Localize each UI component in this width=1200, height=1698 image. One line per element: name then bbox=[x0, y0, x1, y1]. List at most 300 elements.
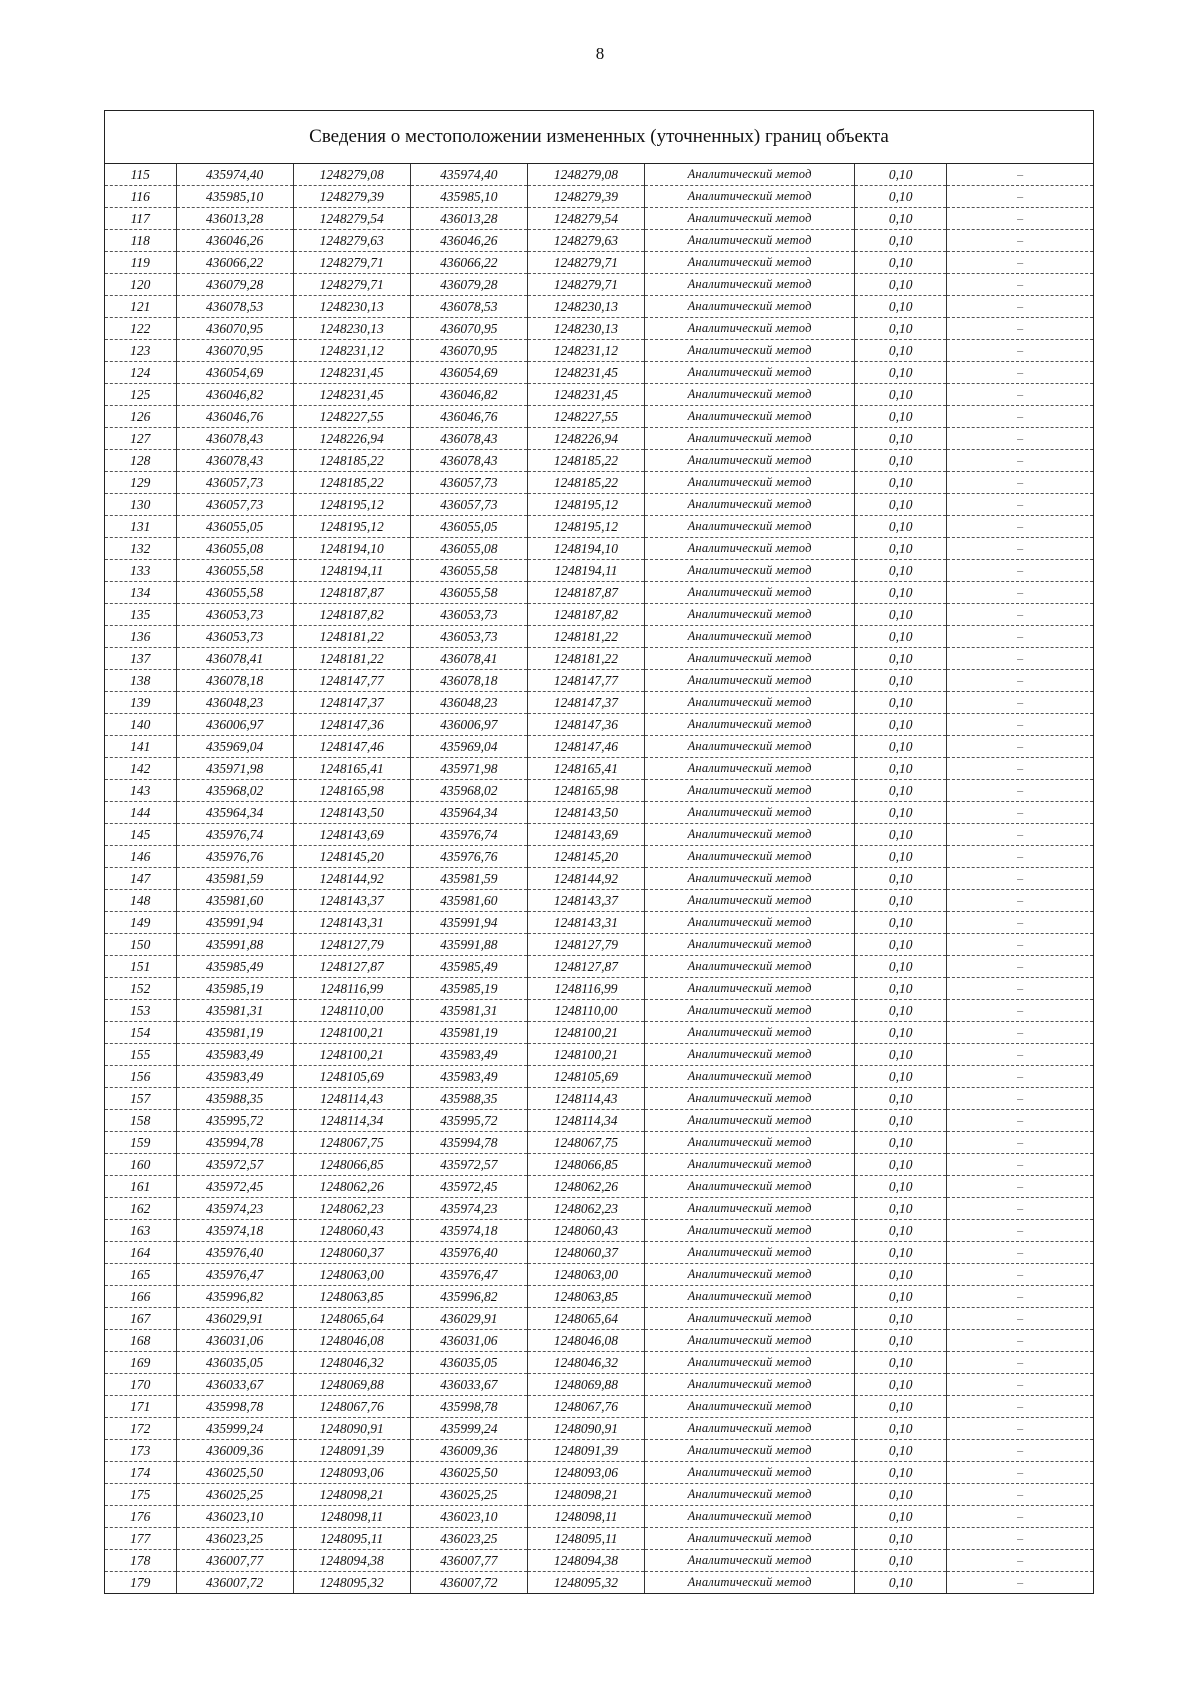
x-existing-cell: 435976,40 bbox=[176, 1242, 293, 1264]
y-new-cell: 1248185,22 bbox=[527, 450, 644, 472]
y-existing-cell: 1248231,45 bbox=[293, 384, 410, 406]
note-cell: – bbox=[947, 1198, 1093, 1220]
note-cell: – bbox=[947, 472, 1093, 494]
note-cell: – bbox=[947, 1352, 1093, 1374]
note-cell: – bbox=[947, 1220, 1093, 1242]
note-cell: – bbox=[947, 626, 1093, 648]
note-cell: – bbox=[947, 538, 1093, 560]
table-row bbox=[105, 714, 1093, 736]
method-cell: Аналитический метод bbox=[645, 758, 855, 780]
y-new-cell: 1248116,99 bbox=[527, 978, 644, 1000]
x-existing-cell: 436053,73 bbox=[176, 604, 293, 626]
y-existing-cell: 1248046,08 bbox=[293, 1330, 410, 1352]
table-body bbox=[105, 164, 1093, 1593]
note-cell: – bbox=[947, 868, 1093, 890]
point-number-cell: 146 bbox=[105, 846, 176, 868]
y-existing-cell: 1248095,11 bbox=[293, 1528, 410, 1550]
accuracy-cell: 0,10 bbox=[855, 1110, 947, 1132]
x-existing-cell: 436006,97 bbox=[176, 714, 293, 736]
accuracy-cell: 0,10 bbox=[855, 1418, 947, 1440]
y-new-cell: 1248067,76 bbox=[527, 1396, 644, 1418]
x-new-cell: 435981,31 bbox=[410, 1000, 527, 1022]
y-new-cell: 1248098,11 bbox=[527, 1506, 644, 1528]
method-cell: Аналитический метод bbox=[645, 824, 855, 846]
x-new-cell: 436078,53 bbox=[410, 296, 527, 318]
note-cell: – bbox=[947, 1264, 1093, 1286]
note-cell: – bbox=[947, 164, 1093, 186]
y-existing-cell: 1248046,32 bbox=[293, 1352, 410, 1374]
y-existing-cell: 1248185,22 bbox=[293, 450, 410, 472]
method-cell: Аналитический метод bbox=[645, 296, 855, 318]
method-cell: Аналитический метод bbox=[645, 1066, 855, 1088]
y-existing-cell: 1248060,43 bbox=[293, 1220, 410, 1242]
x-existing-cell: 435971,98 bbox=[176, 758, 293, 780]
x-existing-cell: 435998,78 bbox=[176, 1396, 293, 1418]
x-new-cell: 436078,41 bbox=[410, 648, 527, 670]
accuracy-cell: 0,10 bbox=[855, 1154, 947, 1176]
accuracy-cell: 0,10 bbox=[855, 1286, 947, 1308]
y-existing-cell: 1248063,85 bbox=[293, 1286, 410, 1308]
y-existing-cell: 1248094,38 bbox=[293, 1550, 410, 1572]
point-number-cell: 154 bbox=[105, 1022, 176, 1044]
x-new-cell: 435972,57 bbox=[410, 1154, 527, 1176]
method-cell: Аналитический метод bbox=[645, 604, 855, 626]
x-new-cell: 436070,95 bbox=[410, 340, 527, 362]
x-new-cell: 436029,91 bbox=[410, 1308, 527, 1330]
accuracy-cell: 0,10 bbox=[855, 1264, 947, 1286]
y-existing-cell: 1248062,26 bbox=[293, 1176, 410, 1198]
x-new-cell: 436031,06 bbox=[410, 1330, 527, 1352]
point-number-cell: 158 bbox=[105, 1110, 176, 1132]
point-number-cell: 143 bbox=[105, 780, 176, 802]
point-number-cell: 150 bbox=[105, 934, 176, 956]
y-new-cell: 1248046,08 bbox=[527, 1330, 644, 1352]
point-number-cell: 179 bbox=[105, 1572, 176, 1594]
method-cell: Аналитический метод bbox=[645, 1022, 855, 1044]
x-existing-cell: 435981,31 bbox=[176, 1000, 293, 1022]
x-new-cell: 436079,28 bbox=[410, 274, 527, 296]
method-cell: Аналитический метод bbox=[645, 1440, 855, 1462]
note-cell: – bbox=[947, 1462, 1093, 1484]
x-existing-cell: 435969,04 bbox=[176, 736, 293, 758]
accuracy-cell: 0,10 bbox=[855, 1022, 947, 1044]
table-row bbox=[105, 450, 1093, 472]
y-new-cell: 1248147,77 bbox=[527, 670, 644, 692]
y-existing-cell: 1248098,21 bbox=[293, 1484, 410, 1506]
table-row bbox=[105, 890, 1093, 912]
method-cell: Аналитический метод bbox=[645, 560, 855, 582]
x-new-cell: 436055,05 bbox=[410, 516, 527, 538]
y-existing-cell: 1248143,31 bbox=[293, 912, 410, 934]
point-number-cell: 176 bbox=[105, 1506, 176, 1528]
y-existing-cell: 1248144,92 bbox=[293, 868, 410, 890]
table-row bbox=[105, 1374, 1093, 1396]
point-number-cell: 157 bbox=[105, 1088, 176, 1110]
table-row bbox=[105, 956, 1093, 978]
x-new-cell: 435971,98 bbox=[410, 758, 527, 780]
point-number-cell: 139 bbox=[105, 692, 176, 714]
table-row bbox=[105, 208, 1093, 230]
method-cell: Аналитический метод bbox=[645, 1000, 855, 1022]
method-cell: Аналитический метод bbox=[645, 1110, 855, 1132]
accuracy-cell: 0,10 bbox=[855, 736, 947, 758]
note-cell: – bbox=[947, 1110, 1093, 1132]
table-row bbox=[105, 1066, 1093, 1088]
x-existing-cell: 436079,28 bbox=[176, 274, 293, 296]
table-row bbox=[105, 1022, 1093, 1044]
accuracy-cell: 0,10 bbox=[855, 208, 947, 230]
note-cell: – bbox=[947, 1374, 1093, 1396]
accuracy-cell: 0,10 bbox=[855, 340, 947, 362]
note-cell: – bbox=[947, 1022, 1093, 1044]
x-new-cell: 435994,78 bbox=[410, 1132, 527, 1154]
x-existing-cell: 435985,10 bbox=[176, 186, 293, 208]
method-cell: Аналитический метод bbox=[645, 1242, 855, 1264]
point-number-cell: 159 bbox=[105, 1132, 176, 1154]
x-existing-cell: 435983,49 bbox=[176, 1044, 293, 1066]
method-cell: Аналитический метод bbox=[645, 780, 855, 802]
x-existing-cell: 435981,60 bbox=[176, 890, 293, 912]
x-existing-cell: 435985,19 bbox=[176, 978, 293, 1000]
method-cell: Аналитический метод bbox=[645, 912, 855, 934]
note-cell: – bbox=[947, 1528, 1093, 1550]
point-number-cell: 140 bbox=[105, 714, 176, 736]
x-new-cell: 436023,25 bbox=[410, 1528, 527, 1550]
point-number-cell: 164 bbox=[105, 1242, 176, 1264]
note-cell: – bbox=[947, 1484, 1093, 1506]
x-new-cell: 436066,22 bbox=[410, 252, 527, 274]
table-row bbox=[105, 934, 1093, 956]
y-existing-cell: 1248127,87 bbox=[293, 956, 410, 978]
point-number-cell: 153 bbox=[105, 1000, 176, 1022]
y-existing-cell: 1248165,98 bbox=[293, 780, 410, 802]
note-cell: – bbox=[947, 1418, 1093, 1440]
accuracy-cell: 0,10 bbox=[855, 538, 947, 560]
x-existing-cell: 436055,05 bbox=[176, 516, 293, 538]
y-new-cell: 1248231,45 bbox=[527, 362, 644, 384]
accuracy-cell: 0,10 bbox=[855, 274, 947, 296]
table-row bbox=[105, 362, 1093, 384]
note-cell: – bbox=[947, 802, 1093, 824]
accuracy-cell: 0,10 bbox=[855, 670, 947, 692]
table-row bbox=[105, 274, 1093, 296]
method-cell: Аналитический метод bbox=[645, 1528, 855, 1550]
boundary-table-frame bbox=[104, 110, 1094, 1594]
point-number-cell: 145 bbox=[105, 824, 176, 846]
y-existing-cell: 1248060,37 bbox=[293, 1242, 410, 1264]
point-number-cell: 129 bbox=[105, 472, 176, 494]
y-existing-cell: 1248143,50 bbox=[293, 802, 410, 824]
note-cell: – bbox=[947, 1286, 1093, 1308]
x-existing-cell: 435991,94 bbox=[176, 912, 293, 934]
x-existing-cell: 436055,08 bbox=[176, 538, 293, 560]
method-cell: Аналитический метод bbox=[645, 714, 855, 736]
x-new-cell: 436007,72 bbox=[410, 1572, 527, 1594]
note-cell: – bbox=[947, 1440, 1093, 1462]
note-cell: – bbox=[947, 252, 1093, 274]
method-cell: Аналитический метод bbox=[645, 362, 855, 384]
x-new-cell: 435983,49 bbox=[410, 1044, 527, 1066]
x-existing-cell: 436029,91 bbox=[176, 1308, 293, 1330]
y-new-cell: 1248063,00 bbox=[527, 1264, 644, 1286]
x-existing-cell: 435976,74 bbox=[176, 824, 293, 846]
method-cell: Аналитический метод bbox=[645, 692, 855, 714]
point-number-cell: 172 bbox=[105, 1418, 176, 1440]
x-new-cell: 436057,73 bbox=[410, 472, 527, 494]
accuracy-cell: 0,10 bbox=[855, 1572, 947, 1594]
point-number-cell: 178 bbox=[105, 1550, 176, 1572]
x-new-cell: 435981,60 bbox=[410, 890, 527, 912]
accuracy-cell: 0,10 bbox=[855, 450, 947, 472]
x-new-cell: 436055,58 bbox=[410, 560, 527, 582]
point-number-cell: 165 bbox=[105, 1264, 176, 1286]
x-new-cell: 435976,76 bbox=[410, 846, 527, 868]
point-number-cell: 118 bbox=[105, 230, 176, 252]
note-cell: – bbox=[947, 956, 1093, 978]
y-existing-cell: 1248194,11 bbox=[293, 560, 410, 582]
x-existing-cell: 436009,36 bbox=[176, 1440, 293, 1462]
x-new-cell: 435983,49 bbox=[410, 1066, 527, 1088]
x-new-cell: 436048,23 bbox=[410, 692, 527, 714]
y-existing-cell: 1248067,75 bbox=[293, 1132, 410, 1154]
point-number-cell: 144 bbox=[105, 802, 176, 824]
accuracy-cell: 0,10 bbox=[855, 912, 947, 934]
note-cell: – bbox=[947, 934, 1093, 956]
x-existing-cell: 435974,18 bbox=[176, 1220, 293, 1242]
note-cell: – bbox=[947, 1550, 1093, 1572]
table-row bbox=[105, 406, 1093, 428]
method-cell: Аналитический метод bbox=[645, 1154, 855, 1176]
table-row bbox=[105, 1198, 1093, 1220]
x-new-cell: 436009,36 bbox=[410, 1440, 527, 1462]
x-existing-cell: 436055,58 bbox=[176, 560, 293, 582]
method-cell: Аналитический метод bbox=[645, 1484, 855, 1506]
table-row bbox=[105, 824, 1093, 846]
x-new-cell: 435985,19 bbox=[410, 978, 527, 1000]
x-new-cell: 436057,73 bbox=[410, 494, 527, 516]
x-new-cell: 436055,58 bbox=[410, 582, 527, 604]
note-cell: – bbox=[947, 274, 1093, 296]
x-new-cell: 436035,05 bbox=[410, 1352, 527, 1374]
accuracy-cell: 0,10 bbox=[855, 1176, 947, 1198]
accuracy-cell: 0,10 bbox=[855, 1330, 947, 1352]
y-existing-cell: 1248147,37 bbox=[293, 692, 410, 714]
method-cell: Аналитический метод bbox=[645, 802, 855, 824]
y-existing-cell: 1248147,77 bbox=[293, 670, 410, 692]
y-new-cell: 1248194,10 bbox=[527, 538, 644, 560]
note-cell: – bbox=[947, 648, 1093, 670]
x-existing-cell: 436066,22 bbox=[176, 252, 293, 274]
note-cell: – bbox=[947, 208, 1093, 230]
table-row bbox=[105, 230, 1093, 252]
method-cell: Аналитический метод bbox=[645, 846, 855, 868]
y-new-cell: 1248187,82 bbox=[527, 604, 644, 626]
note-cell: – bbox=[947, 1000, 1093, 1022]
y-existing-cell: 1248187,87 bbox=[293, 582, 410, 604]
method-cell: Аналитический метод bbox=[645, 1550, 855, 1572]
x-existing-cell: 436048,23 bbox=[176, 692, 293, 714]
accuracy-cell: 0,10 bbox=[855, 758, 947, 780]
accuracy-cell: 0,10 bbox=[855, 846, 947, 868]
y-existing-cell: 1248067,76 bbox=[293, 1396, 410, 1418]
method-cell: Аналитический метод bbox=[645, 428, 855, 450]
point-number-cell: 119 bbox=[105, 252, 176, 274]
x-existing-cell: 436007,77 bbox=[176, 1550, 293, 1572]
table-row bbox=[105, 1110, 1093, 1132]
method-cell: Аналитический метод bbox=[645, 1374, 855, 1396]
accuracy-cell: 0,10 bbox=[855, 1352, 947, 1374]
table-row bbox=[105, 868, 1093, 890]
table-row bbox=[105, 428, 1093, 450]
point-number-cell: 156 bbox=[105, 1066, 176, 1088]
x-existing-cell: 436046,76 bbox=[176, 406, 293, 428]
table-row bbox=[105, 1440, 1093, 1462]
method-cell: Аналитический метод bbox=[645, 582, 855, 604]
accuracy-cell: 0,10 bbox=[855, 384, 947, 406]
note-cell: – bbox=[947, 692, 1093, 714]
method-cell: Аналитический метод bbox=[645, 1462, 855, 1484]
point-number-cell: 160 bbox=[105, 1154, 176, 1176]
note-cell: – bbox=[947, 340, 1093, 362]
table-row bbox=[105, 1396, 1093, 1418]
y-existing-cell: 1248181,22 bbox=[293, 626, 410, 648]
method-cell: Аналитический метод bbox=[645, 736, 855, 758]
x-existing-cell: 436055,58 bbox=[176, 582, 293, 604]
point-number-cell: 173 bbox=[105, 1440, 176, 1462]
table-row bbox=[105, 384, 1093, 406]
x-existing-cell: 435999,24 bbox=[176, 1418, 293, 1440]
table-row bbox=[105, 560, 1093, 582]
method-cell: Аналитический метод bbox=[645, 1176, 855, 1198]
note-cell: – bbox=[947, 318, 1093, 340]
y-existing-cell: 1248279,08 bbox=[293, 164, 410, 186]
accuracy-cell: 0,10 bbox=[855, 582, 947, 604]
x-existing-cell: 436046,82 bbox=[176, 384, 293, 406]
table-row bbox=[105, 1484, 1093, 1506]
note-cell: – bbox=[947, 1308, 1093, 1330]
x-new-cell: 436055,08 bbox=[410, 538, 527, 560]
y-new-cell: 1248062,26 bbox=[527, 1176, 644, 1198]
y-existing-cell: 1248143,37 bbox=[293, 890, 410, 912]
accuracy-cell: 0,10 bbox=[855, 1044, 947, 1066]
x-existing-cell: 435972,45 bbox=[176, 1176, 293, 1198]
y-existing-cell: 1248194,10 bbox=[293, 538, 410, 560]
accuracy-cell: 0,10 bbox=[855, 1506, 947, 1528]
x-new-cell: 436023,10 bbox=[410, 1506, 527, 1528]
y-new-cell: 1248127,79 bbox=[527, 934, 644, 956]
point-number-cell: 170 bbox=[105, 1374, 176, 1396]
method-cell: Аналитический метод bbox=[645, 934, 855, 956]
note-cell: – bbox=[947, 1176, 1093, 1198]
table-row bbox=[105, 1220, 1093, 1242]
y-new-cell: 1248165,98 bbox=[527, 780, 644, 802]
x-new-cell: 436025,25 bbox=[410, 1484, 527, 1506]
point-number-cell: 133 bbox=[105, 560, 176, 582]
x-existing-cell: 435996,82 bbox=[176, 1286, 293, 1308]
x-new-cell: 435991,94 bbox=[410, 912, 527, 934]
y-new-cell: 1248187,87 bbox=[527, 582, 644, 604]
point-number-cell: 162 bbox=[105, 1198, 176, 1220]
method-cell: Аналитический метод bbox=[645, 406, 855, 428]
note-cell: – bbox=[947, 604, 1093, 626]
table-row bbox=[105, 1132, 1093, 1154]
y-new-cell: 1248098,21 bbox=[527, 1484, 644, 1506]
accuracy-cell: 0,10 bbox=[855, 824, 947, 846]
note-cell: – bbox=[947, 1154, 1093, 1176]
x-existing-cell: 435983,49 bbox=[176, 1066, 293, 1088]
y-new-cell: 1248279,71 bbox=[527, 274, 644, 296]
accuracy-cell: 0,10 bbox=[855, 1528, 947, 1550]
x-new-cell: 435981,59 bbox=[410, 868, 527, 890]
x-new-cell: 435968,02 bbox=[410, 780, 527, 802]
y-existing-cell: 1248279,71 bbox=[293, 274, 410, 296]
table-row bbox=[105, 1286, 1093, 1308]
accuracy-cell: 0,10 bbox=[855, 1132, 947, 1154]
table-row bbox=[105, 846, 1093, 868]
point-number-cell: 174 bbox=[105, 1462, 176, 1484]
y-new-cell: 1248143,69 bbox=[527, 824, 644, 846]
note-cell: – bbox=[947, 1066, 1093, 1088]
point-number-cell: 137 bbox=[105, 648, 176, 670]
y-existing-cell: 1248100,21 bbox=[293, 1022, 410, 1044]
x-new-cell: 435976,74 bbox=[410, 824, 527, 846]
accuracy-cell: 0,10 bbox=[855, 230, 947, 252]
y-new-cell: 1248165,41 bbox=[527, 758, 644, 780]
y-new-cell: 1248046,32 bbox=[527, 1352, 644, 1374]
note-cell: – bbox=[947, 560, 1093, 582]
x-new-cell: 435985,10 bbox=[410, 186, 527, 208]
note-cell: – bbox=[947, 736, 1093, 758]
y-existing-cell: 1248145,20 bbox=[293, 846, 410, 868]
x-existing-cell: 436057,73 bbox=[176, 472, 293, 494]
note-cell: – bbox=[947, 846, 1093, 868]
y-new-cell: 1248195,12 bbox=[527, 494, 644, 516]
note-cell: – bbox=[947, 450, 1093, 472]
table-row bbox=[105, 1264, 1093, 1286]
coordinates-table bbox=[105, 164, 1093, 1593]
accuracy-cell: 0,10 bbox=[855, 252, 947, 274]
x-existing-cell: 436023,10 bbox=[176, 1506, 293, 1528]
point-number-cell: 134 bbox=[105, 582, 176, 604]
x-existing-cell: 435972,57 bbox=[176, 1154, 293, 1176]
accuracy-cell: 0,10 bbox=[855, 1308, 947, 1330]
x-existing-cell: 435981,19 bbox=[176, 1022, 293, 1044]
point-number-cell: 127 bbox=[105, 428, 176, 450]
note-cell: – bbox=[947, 978, 1093, 1000]
note-cell: – bbox=[947, 494, 1093, 516]
table-row bbox=[105, 582, 1093, 604]
table-row bbox=[105, 1088, 1093, 1110]
x-existing-cell: 436013,28 bbox=[176, 208, 293, 230]
y-new-cell: 1248095,32 bbox=[527, 1572, 644, 1594]
point-number-cell: 142 bbox=[105, 758, 176, 780]
y-new-cell: 1248195,12 bbox=[527, 516, 644, 538]
table-row bbox=[105, 802, 1093, 824]
point-number-cell: 166 bbox=[105, 1286, 176, 1308]
x-existing-cell: 435985,49 bbox=[176, 956, 293, 978]
page-number: 8 bbox=[595, 44, 605, 63]
table-row bbox=[105, 736, 1093, 758]
y-new-cell: 1248143,31 bbox=[527, 912, 644, 934]
y-new-cell: 1248114,43 bbox=[527, 1088, 644, 1110]
y-new-cell: 1248069,88 bbox=[527, 1374, 644, 1396]
x-existing-cell: 436025,50 bbox=[176, 1462, 293, 1484]
accuracy-cell: 0,10 bbox=[855, 1396, 947, 1418]
method-cell: Аналитический метод bbox=[645, 1506, 855, 1528]
note-cell: – bbox=[947, 362, 1093, 384]
accuracy-cell: 0,10 bbox=[855, 1440, 947, 1462]
accuracy-cell: 0,10 bbox=[855, 802, 947, 824]
